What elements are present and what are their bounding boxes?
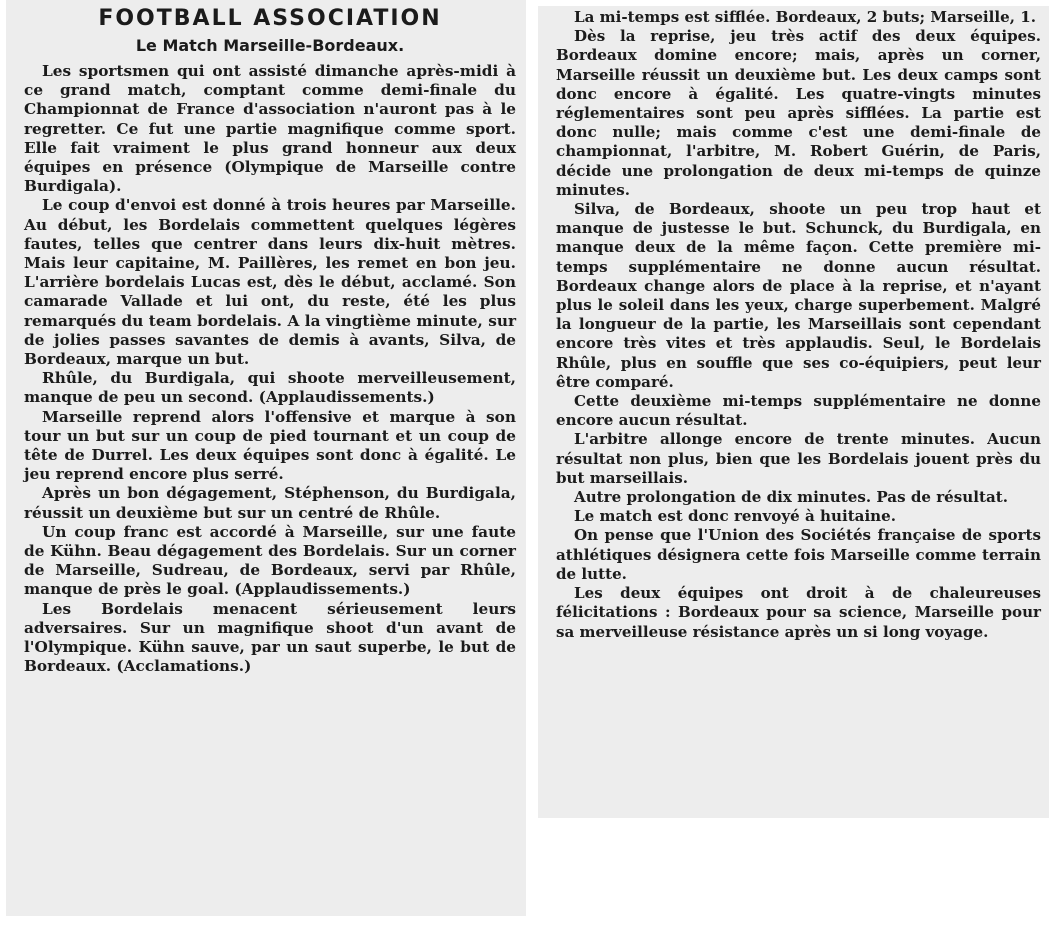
left-column — [6, 0, 526, 916]
paragraph: On pense que l'Union des Sociétés française de sports athlétiques désignera cette fois Marseille comme terrain de lutte. — [556, 526, 1041, 583]
subheadline: Le Match Marseille-Bordeaux. — [135, 36, 405, 55]
paragraph: Autre prolongation de dix minutes. Pas de résultat. — [574, 488, 1008, 507]
paragraph: La mi-temps est sifflée. Bordeaux, 2 buts; Marseille, 1. — [574, 8, 1036, 26]
paragraph: Rhûle, du Burdigala, qui shoote merveilleusement, manque de peu un second. (Applaudissements.) — [24, 369, 516, 407]
paragraph: Le coup d'envoi est donné à trois heures par Marseille. Au début, les Bordelais commettent quelques légères fautes, telles que centrer dans leurs dix-huit mètres. Mais leur capitaine, M. Paillères, les remet en bon jeu. L'arrière bordelais Lucas est, dès le début, acclamé. Son camarade Vallade et lui ont, du reste, été les plus remarqués du team bordelais. A la vingtième minute, sur de jolies passes savantes de demis à avants, Silva, de Bordeaux, marque un but. — [24, 196, 516, 369]
paragraph: Un coup franc est accordé à Marseille, sur une faute de Kühn. Beau dégagement des Bordelais. Sur un corner de Marseille, Sudreau, de Bordeaux, servi par Rhûle, manque de près le goal. (Applaudissements.) — [24, 522, 516, 599]
paragraph: Les deux équipes ont droit à de chaleureuses félicitations : Bordeaux pour sa science, Marseille pour sa merveilleuse résistance après un si long voyage. — [556, 584, 1041, 641]
right-column — [538, 6, 1049, 818]
paragraph: Dès la reprise, jeu très actif des deux équipes. Bordeaux domine encore; mais, après un corner, Marseille réussit un deuxième but. Les deux camps sont donc encore à égalité. Les quatre-vingts minutes réglementaires sont peu après sifflées. La partie est donc nulle; mais comme c'est une demi-finale de championnat, l'arbitre, M. Robert Guérin, de Paris, décide une prolongation de deux mi-temps de quinze minutes. — [556, 27, 1041, 199]
paragraph: Après un bon dégagement, Stéphenson, du Burdigala, réussit un deuxième but sur un centré de Rhûle. — [24, 484, 516, 522]
paragraph: Les Bordelais menacent sérieusement leurs adversaires. Sur un magnifique shoot d'un avant de l'Olympique. Kühn sauve, par un saut superbe, le but de Bordeaux. (Acclamations.) — [24, 599, 516, 676]
paragraph: Marseille reprend alors l'offensive et marque à son tour un but sur un coup de pied tournant et un coup de tête de Durrel. Les deux équipes sont donc à égalité. Le jeu reprend encore plus serré. — [24, 407, 516, 484]
paragraph: Silva, de Bordeaux, shoote un peu trop haut et manque de justesse le but. Schunck, du Burdigala, en manque deux de la même façon. Cette première mi-temps supplémentaire ne donne aucun résultat. Bordeaux change alors de place à la reprise, et n'ayant plus le soleil dans les yeux, charge superbement. Malgré la longueur de la partie, les Marseillais sont cependant encore très vites et très applaudis. Seul, le Bordelais Rhûle, plus en souffle que ses co-équipiers, peut leur être comparé. — [556, 200, 1041, 391]
paragraph: Cette deuxième mi-temps supplémentaire ne donne encore aucun résultat. — [556, 392, 1041, 430]
paragraph: Les sportsmen qui ont assisté dimanche après-midi à ce grand match, comptant comme demi-finale du Championnat de France d'association n'auront pas à le regretter. Ce fut une partie magnifique comme sport. Elle fait vraiment le plus grand honneur aux deux équipes en présence (Olympique de Marseille contre Burdigala). — [24, 62, 516, 196]
paragraph: L'arbitre allonge encore de trente minutes. Aucun résultat non plus, bien que les Bordelais jouent près du but marseillais. — [556, 430, 1041, 487]
headline: FOOTBALL ASSOCIATION — [98, 6, 442, 31]
paragraph: Le match est donc renvoyé à huitaine. — [574, 507, 897, 526]
